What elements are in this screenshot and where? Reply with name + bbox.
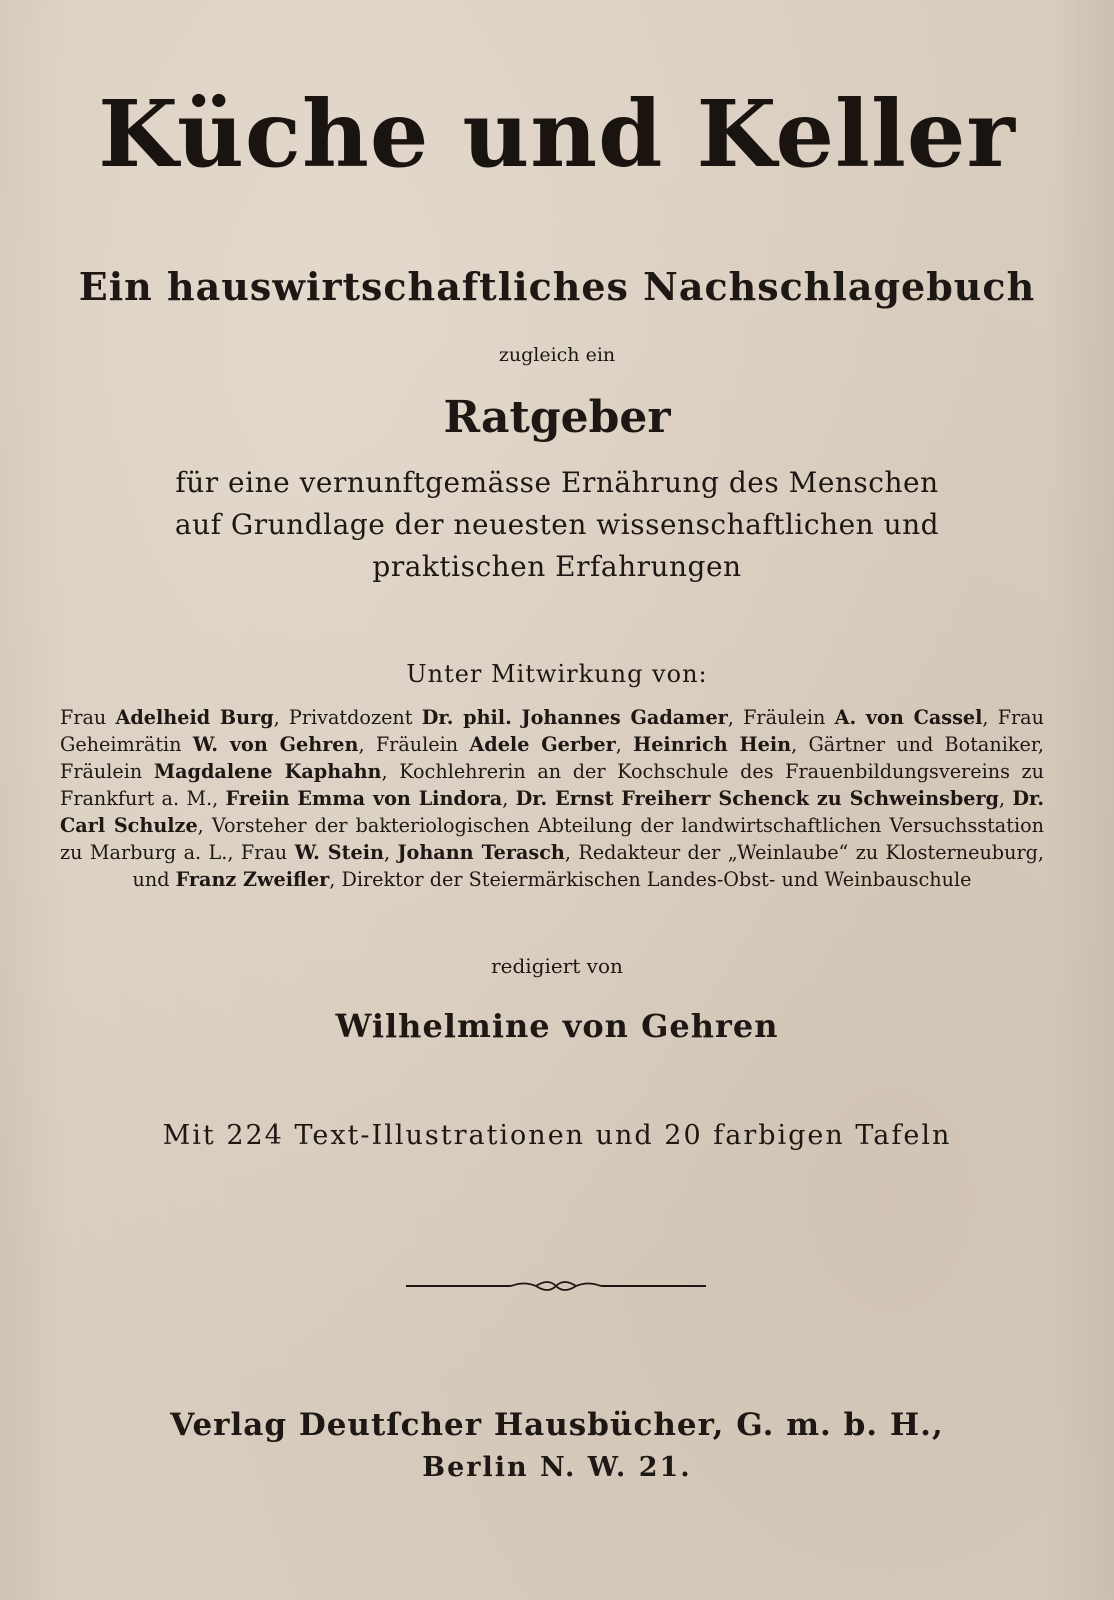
purpose-line: auf Grundlage der neuesten wissenschaftlichen und (174, 508, 940, 541)
editor-name: Wilhelmine von Gehren (335, 1007, 779, 1045)
book-subtitle: Ein hauswirtschaftliches Nachschlagebuch (78, 264, 1036, 309)
contributor-text: , Fräulein (358, 733, 470, 756)
contributor-text: , (615, 733, 634, 756)
contributors-paragraph (60, 704, 1044, 893)
contributor-name: Adelheid Burg (115, 706, 274, 729)
contributor-text: , (383, 841, 398, 864)
contributor-text: , Frau Geheimrätin (60, 706, 1044, 756)
illustrations-note: Mit 224 Text-Illustrationen und 20 farbigen Tafeln (162, 1120, 952, 1151)
contributor-text: Frau (60, 706, 116, 729)
contributor-name: W. von Gehren (192, 733, 359, 756)
contributor-name: Adele Gerber (469, 733, 616, 756)
ornament-divider-icon (406, 1274, 706, 1298)
publisher-line: Verlag Deutſcher Hausbücher, G. m. b. H., (170, 1407, 944, 1443)
zugleich-line: zugleich ein (498, 344, 616, 366)
contributor-name: Magdalene Kaphahn (153, 760, 382, 783)
contributor-text: , Privatdozent (273, 706, 422, 729)
contributor-text: , (502, 787, 516, 810)
contributor-text: , Kochlehrerin an der Kochschule des Frauenbildungsvereins zu Frankfurt a. M., (60, 760, 1044, 810)
purpose-statement (80, 462, 1034, 588)
contributor-name: W. Stein (294, 841, 384, 864)
redigiert-line: redigiert von (491, 954, 623, 978)
contributor-text: , Fräulein (727, 706, 835, 729)
contributor-text: , Redakteur der „Weinlaube“ zu Klosterneuburg, und (132, 841, 1044, 891)
contributor-text: , Gärtner und Botaniker, Fräulein (60, 733, 1044, 783)
contributor-text: , Direktor der Steiermärkischen Landes-Obst- und Weinbauschule (329, 868, 972, 891)
purpose-line: praktischen Erfahrungen (372, 550, 742, 583)
contributor-name: Dr. phil. Johannes Gadamer (421, 706, 728, 729)
book-title: Küche und Keller (98, 80, 1016, 188)
purpose-line: für eine vernunftgemässe Ernährung des Menschen (175, 466, 939, 499)
contributor-name: Dr. Ernst Freiherr Schenck zu Schweinsberg (515, 787, 999, 810)
contributor-name: Franz Zweifler (175, 868, 330, 891)
contributor-text: , (998, 787, 1013, 810)
contributor-name: Johann Terasch (397, 841, 565, 864)
contributor-text: , Vorsteher der bakteriologischen Abteilung der landwirtschaftlichen Versuchsstation zu Marburg a. L., Frau (60, 814, 1045, 864)
contributor-name: Dr. Carl Schulze (60, 787, 1045, 837)
contributor-name: Freiin Emma von Lindora (225, 787, 503, 810)
contributor-name: A. von Cassel (834, 706, 983, 729)
ratgeber-heading: Ratgeber (443, 392, 671, 443)
contributor-name: Heinrich Hein (633, 733, 792, 756)
city-line: Berlin N. W. 21. (422, 1452, 692, 1483)
contributors-heading: Unter Mitwirkung von: (406, 660, 708, 688)
